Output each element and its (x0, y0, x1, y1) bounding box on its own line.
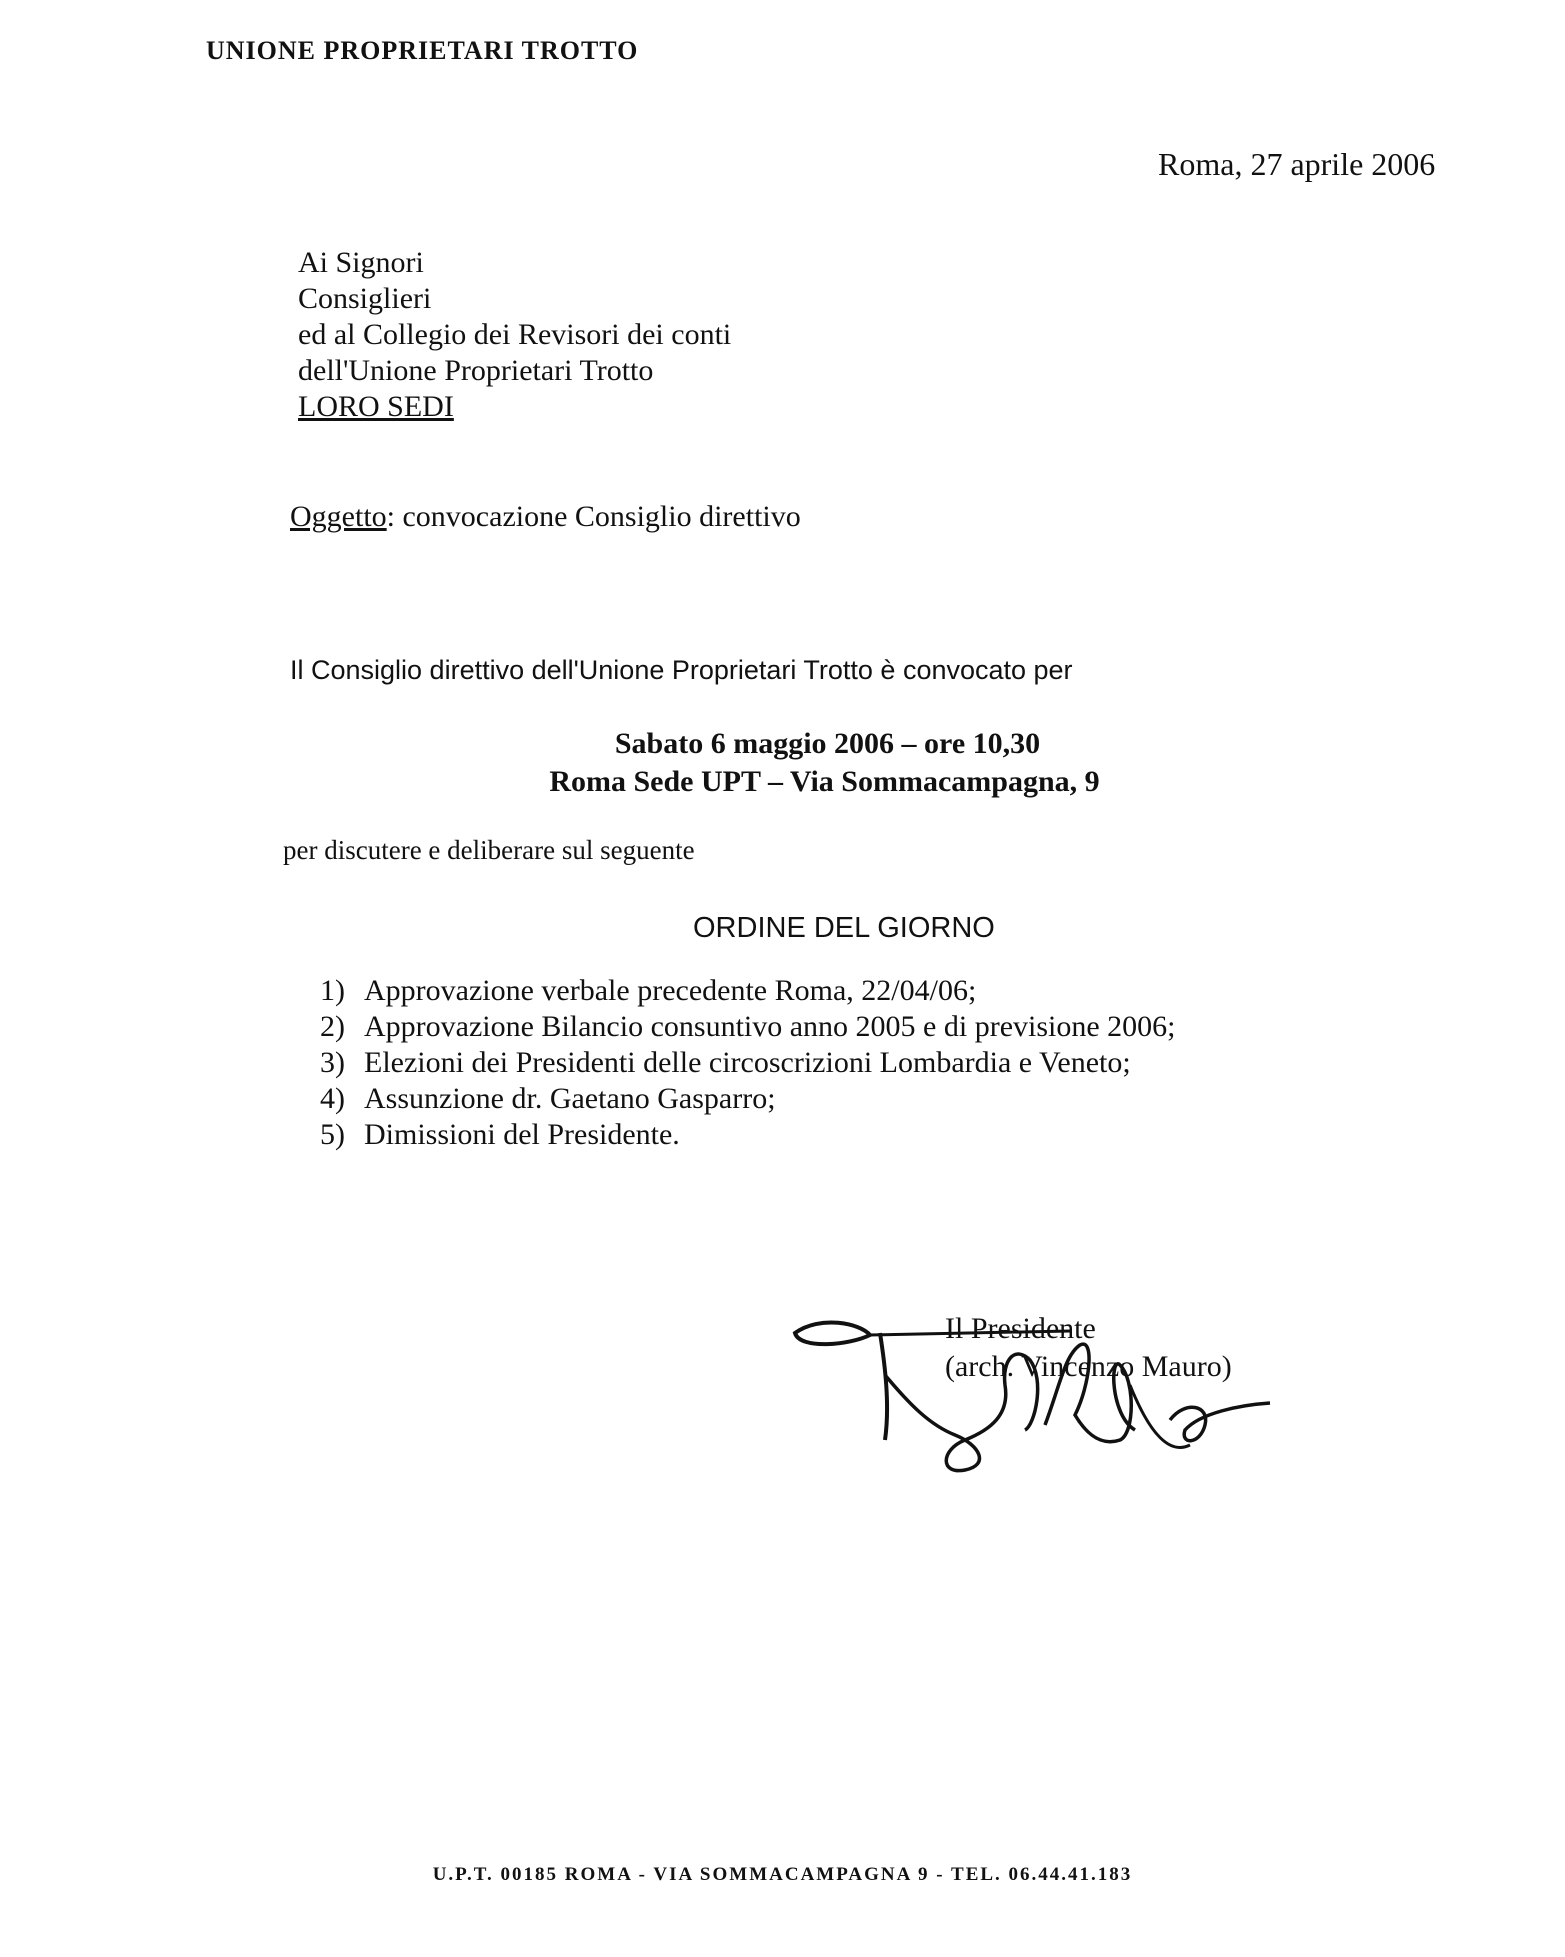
signatory-title: Il Presidente (945, 1312, 1096, 1345)
agenda-item-number: 5) (320, 1118, 345, 1151)
meeting-location: Roma Sede UPT – Via Sommacampagna, 9 (549, 765, 1100, 798)
agenda-item-text: Approvazione Bilancio consuntivo anno 2005 e di previsione 2006; (364, 1010, 1176, 1043)
addressee-block (298, 245, 731, 425)
agenda-item-number: 1) (320, 974, 345, 1007)
agenda-item-text: Elezioni dei Presidenti delle circoscrizioni Lombardia e Veneto; (364, 1046, 1131, 1079)
agenda-item (320, 1009, 1176, 1045)
agenda-item-number: 2) (320, 1010, 345, 1043)
letterhead: UNIONE PROPRIETARI TROTTO (206, 36, 639, 65)
signatory-name: (arch. Vincenzo Mauro) (945, 1350, 1232, 1383)
letter-date: Roma, 27 aprile 2006 (1158, 146, 1436, 182)
intro-paragraph: Il Consiglio direttivo dell'Unione Proprietari Trotto è convocato per (290, 655, 1073, 685)
subject-label: Oggetto (290, 500, 387, 533)
agenda-item-text: Approvazione verbale precedente Roma, 22/04/06; (364, 974, 977, 1007)
addressee-line: ed al Collegio dei Revisori dei conti (298, 318, 732, 351)
addressee-line: dell'Unione Proprietari Trotto (298, 354, 654, 387)
agenda-item (320, 1081, 1176, 1117)
agenda-item-number: 3) (320, 1046, 345, 1079)
meeting-details (0, 725, 1565, 801)
agenda-item-number: 4) (320, 1082, 345, 1115)
addressee-loro-sedi: LORO SEDI (298, 390, 454, 423)
footer-address: U.P.T. 00185 ROMA - VIA SOMMACAMPAGNA 9 - TEL. 06.44.41.183 (432, 1864, 1133, 1885)
addressee-line: Ai Signori (298, 246, 424, 279)
handwritten-signature (790, 1305, 1280, 1475)
subject-text: : convocazione Consiglio direttivo (386, 500, 801, 533)
agenda-item (320, 1045, 1176, 1081)
subject-line (290, 500, 801, 534)
agenda-list (320, 973, 1176, 1153)
agenda-item (320, 973, 1176, 1009)
agenda-item-text: Dimissioni del Presidente. (364, 1118, 680, 1151)
agenda-title: ORDINE DEL GIORNO (693, 912, 995, 944)
agenda-item-text: Assunzione dr. Gaetano Gasparro; (364, 1082, 776, 1115)
agenda-item (320, 1117, 1176, 1153)
addressee-line: Consiglieri (298, 282, 432, 315)
discuss-line: per discutere e deliberare sul seguente (283, 835, 695, 865)
meeting-datetime: Sabato 6 maggio 2006 – ore 10,30 (614, 727, 1041, 760)
